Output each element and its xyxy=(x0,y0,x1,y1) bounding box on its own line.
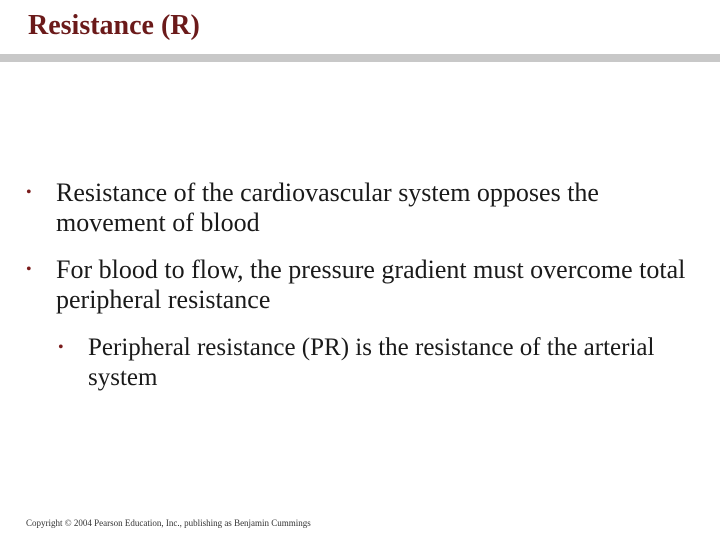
bullet-text: Resistance of the cardiovascular system opposes the movement of blood xyxy=(56,178,599,237)
bullet-marker: • xyxy=(26,184,32,201)
copyright-notice: Copyright © 2004 Pearson Education, Inc., publishing as Benjamin Cummings xyxy=(26,518,311,528)
bullet-marker: • xyxy=(58,339,64,356)
slide-title: Resistance (R) xyxy=(28,10,200,41)
title-divider xyxy=(0,54,720,62)
bullet-text: Peripheral resistance (PR) is the resistance of the arterial system xyxy=(88,334,655,391)
bullet-marker: • xyxy=(26,261,32,278)
sub-bullet-item xyxy=(58,333,698,393)
bullet-item xyxy=(26,178,696,238)
bullet-item xyxy=(26,255,696,315)
bullet-text: For blood to flow, the pressure gradient must overcome total peripheral resistance xyxy=(56,255,686,314)
